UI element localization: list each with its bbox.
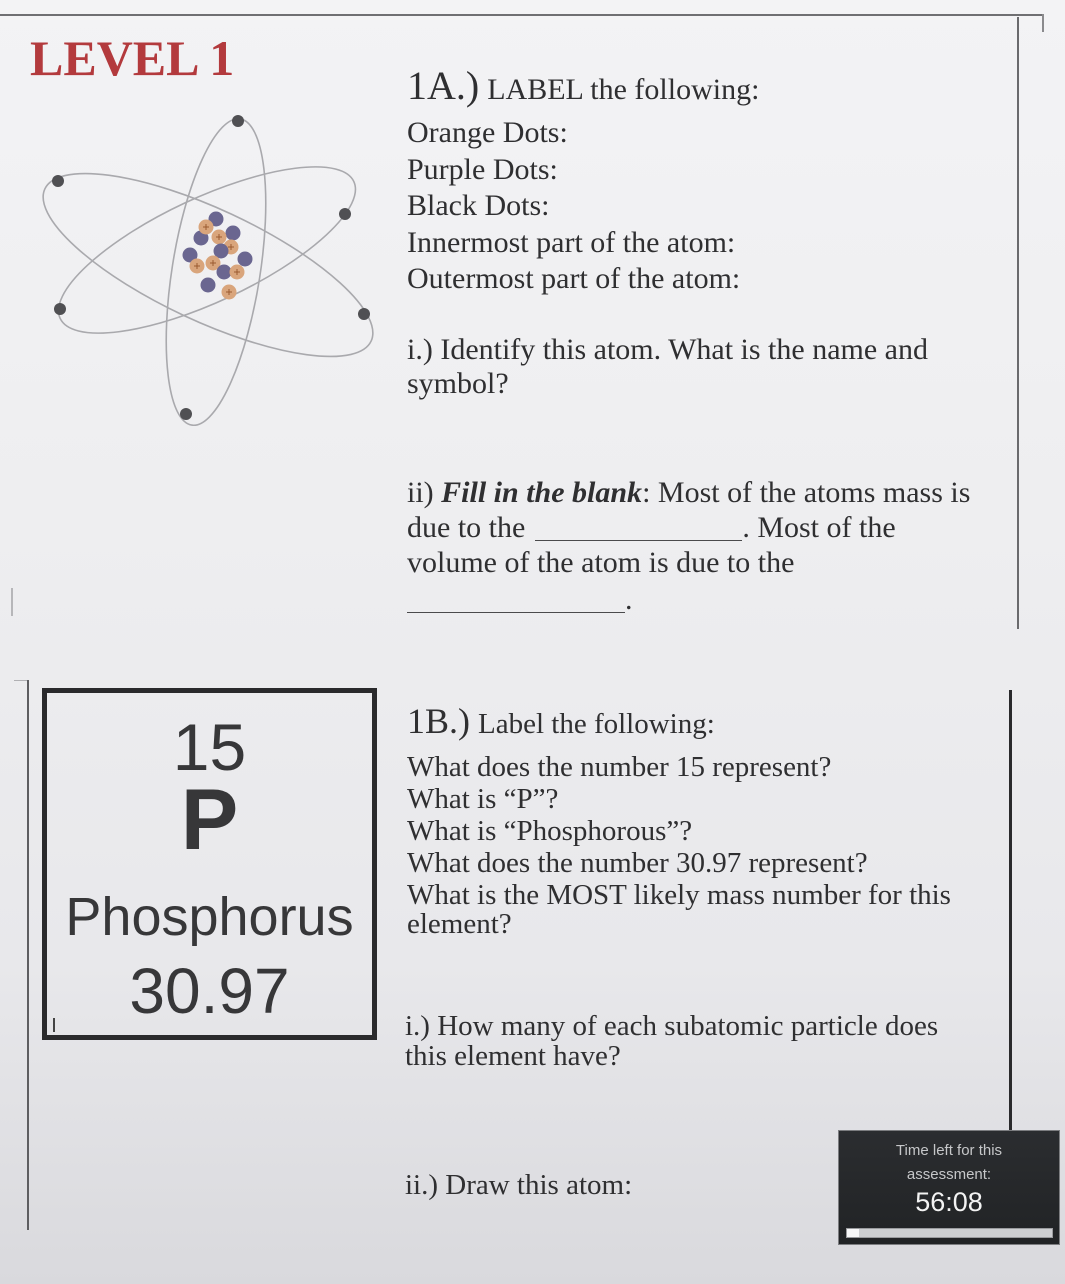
- element-tile: [42, 688, 377, 1040]
- section-1a-heading-text: LABEL the following:: [487, 73, 760, 106]
- section-1b-question-ii: ii.) Draw this atom:: [405, 1169, 633, 1201]
- assessment-timer: [838, 1130, 1060, 1245]
- element-name: Phosphorus: [65, 887, 354, 947]
- section-1a-left-border: [11, 588, 13, 616]
- timer-time-remaining: 56:08: [915, 1187, 983, 1217]
- label-item: Black Dots:: [407, 189, 550, 222]
- question-line: [407, 475, 970, 510]
- label-item: Innermost part of the atom:: [407, 225, 736, 259]
- orbit-ring: [148, 112, 283, 432]
- section-1b-question-list: [407, 751, 951, 940]
- purple-dot: [226, 226, 241, 241]
- section-1b-top-border: [14, 680, 28, 681]
- question-text: due to the: [407, 511, 526, 544]
- question-line: What is the MOST likely mass number for this: [407, 879, 951, 911]
- section-1b-left-border: [27, 680, 29, 1230]
- question-line: What is “P”?: [407, 783, 559, 815]
- section-1b-right-border: [1009, 690, 1012, 1140]
- timer-label: Time left for this: [895, 1142, 1003, 1159]
- question-line: i.) How many of each subatomic particle does: [405, 1010, 939, 1042]
- label-item: Purple Dots:: [407, 152, 558, 186]
- section-1a-question-ii: [407, 475, 970, 617]
- section-1b-question-i: [405, 1011, 938, 1071]
- black-dot: [339, 208, 351, 220]
- black-dot: [358, 308, 370, 320]
- answer-blank: [407, 611, 625, 613]
- answer-blank: [535, 539, 742, 541]
- question-line: i.) Identify this atom. What is the name and: [407, 333, 928, 366]
- atomic-number: 15: [172, 710, 247, 784]
- purple-dot: [238, 252, 253, 267]
- question-text: : Most of the atoms mass is: [642, 476, 971, 509]
- question-line: What is “Phosphorous”?: [407, 815, 693, 847]
- section-1a-heading: [407, 64, 759, 112]
- question-line: [407, 582, 970, 617]
- atom-diagram: [40, 100, 380, 440]
- level-title: LEVEL 1: [30, 30, 235, 86]
- orange-dot: [230, 265, 245, 280]
- tile-corner-mark: [53, 1018, 67, 1032]
- section-1a-number: 1A.): [407, 63, 480, 108]
- question-text: .: [625, 583, 633, 616]
- orange-dot: [212, 230, 227, 245]
- question-line: What does the number 30.97 represent?: [407, 847, 868, 879]
- orange-dot: [190, 259, 205, 274]
- timer-label: assessment:: [906, 1166, 992, 1183]
- section-1b-heading: [407, 701, 715, 744]
- nucleus: [183, 212, 253, 300]
- orbit-ring: [40, 134, 376, 365]
- purple-dot: [201, 278, 216, 293]
- timer-progress-fill: [847, 1229, 859, 1237]
- question-text: . Most of the: [742, 511, 896, 544]
- section-1b-heading-text: Label the following:: [478, 708, 715, 740]
- element-symbol: P: [180, 772, 239, 868]
- black-dot: [54, 303, 66, 315]
- section-1a-label-list: [407, 115, 740, 298]
- label-item: Orange Dots:: [407, 116, 568, 149]
- page-right-border: [1042, 14, 1044, 32]
- timer-progress-bar: [846, 1228, 1053, 1238]
- section-1a-question-i: [407, 333, 928, 401]
- orbit-rings: [40, 112, 380, 432]
- atomic-mass: 30.97: [129, 955, 290, 1027]
- question-line: element?: [407, 908, 512, 940]
- question-line: this element have?: [405, 1040, 621, 1072]
- label-item: Outermost part of the atom:: [407, 262, 741, 295]
- purple-dot: [217, 265, 232, 280]
- question-line: [407, 510, 970, 545]
- question-line: volume of the atom is due to the: [407, 546, 795, 579]
- black-dot: [180, 408, 192, 420]
- black-dot: [232, 115, 244, 127]
- question-line: symbol?: [407, 367, 509, 400]
- orange-dot: [199, 220, 214, 235]
- section-1a-top-border: [0, 14, 1044, 16]
- section-1a-right-border: [1017, 17, 1019, 629]
- question-prefix: ii): [407, 476, 442, 509]
- question-line: What does the number 15 represent?: [407, 751, 832, 783]
- fill-in-blank-emphasis: Fill in the blank: [441, 476, 643, 509]
- orange-dot: [222, 285, 237, 300]
- section-1b-number: 1B.): [407, 701, 470, 741]
- black-dot: [52, 175, 64, 187]
